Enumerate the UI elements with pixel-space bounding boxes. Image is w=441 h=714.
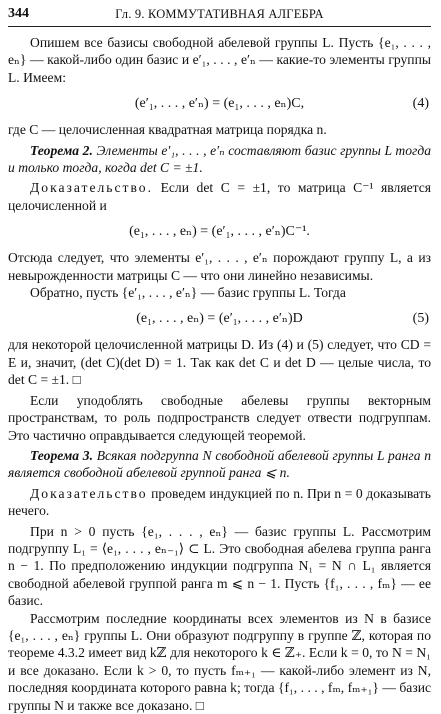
page-body (8, 34, 431, 714)
theorem-2-label: Теорема 2. (30, 142, 93, 158)
paragraph-intro: Опишем все базисы свободной абелевой группы L. Пусть {e₁, . . . , eₙ} — какой-либо один базис и e′₁, . . . , e′ₙ — какие-то элементы группы L. Имеем: (8, 35, 431, 85)
theorem-2-text: Элементы e′₁, . . . , e′ₙ составляют базис группы L тогда и только тогда, когда det C = ±1. (8, 142, 431, 176)
theorem-2 (8, 142, 431, 177)
theorem-3 (8, 447, 431, 482)
proof-theorem-3 (8, 485, 431, 520)
equation-4-number: (4) (412, 96, 429, 112)
theorem-3-text: Всякая подгруппа N свободной абелевой группы L ранга n является свободной абелевой группой ранга ⩽ n. (8, 447, 431, 481)
proof-2-label: Доказательство (30, 485, 148, 501)
proof-theorem-2 (8, 179, 431, 214)
page-number: 344 (8, 6, 29, 21)
equation-4 (8, 95, 431, 112)
equation-5-number: (5) (412, 311, 429, 327)
paragraph-matrix-c: где C — целочисленная квадратная матрица порядка n. (8, 122, 327, 138)
chapter-title: Гл. 9. КОММУТАТИВНАЯ АЛГЕБРА (115, 7, 324, 21)
proof-label: Доказательство. (30, 180, 154, 196)
equation-5 (8, 310, 431, 327)
paragraph-last-coordinates: Рассмотрим последние координаты всех элементов из N в базисе {e₁, . . . , eₙ} группы L. Они образуют подгруппу в группе ℤ, которая по теореме 4.3.2 имеет вид kℤ для некоторого k ∈ ℤ₊. Если k = 0, то N = N₁ и все доказано. Если k > 0, то пусть fₘ₊₁ — какой-либо элемент из N, последняя координата которого равна k; тогда {f₁, . . . , fₘ, fₘ₊₁} — базис группы N и также все доказано. □ (8, 610, 431, 713)
paragraph-det: для некоторой целочисленной матрицы D. Из (4) и (5) следует, что CD = E и, значит, (det C)(det D) = 1. Так как det C и det D — целые числа, то det C = ±1. □ (8, 337, 431, 388)
paragraph-induction: При n > 0 пусть {e₁, . . . , eₙ} — базис группы L. Рассмотрим подгруппу L₁ = ⟨e₁, . . . , eₙ₋₁⟩ ⊂ L. Это свободная абелева группа ранга n − 1. По предположению индукции подгруппа N₁ = N ∩ L₁ является свободной абелевой группой ранга m ⩽ n − 1. Пусть {f₁, . . . , fₘ} — ее базис. (8, 523, 431, 609)
equation-4-formula: (e′₁, . . . , e′ₙ) = (e₁, . . . , eₙ)C, (134, 96, 305, 112)
equation-inverse (8, 223, 431, 240)
equation-5-formula: (e₁, . . . , eₙ) = (e′₁, . . . , e′ₙ)D (136, 311, 303, 327)
running-header (8, 4, 431, 27)
proof-text: Если det C = ±1, то матрица C⁻¹ является целочисленной и (8, 180, 432, 213)
proof-2-text: проведем индукцией по n. При n = 0 доказывать нечего. (8, 485, 431, 519)
paragraph-converse: Обратно, пусть {e′₁, . . . , e′ₙ} — базис группы L. Тогда (30, 285, 346, 301)
paragraph-generate: Отсюда следует, что элементы e′₁, . . . , e′ₙ порождают группу L, а из невырожденности матрицы C — что они линейно независимы. (8, 250, 431, 283)
equation-inverse-formula: (e₁, . . . , eₙ) = (e′₁, . . . , e′ₙ)C⁻¹. (129, 224, 310, 240)
paragraph-analogy: Если уподоблять свободные абелевы группы векторным пространствам, то роль подпространств следует отвести подгруппам. Это частично оправдывается следующей теоремой. (8, 392, 431, 443)
theorem-3-label: Теорема 3. (30, 447, 93, 463)
